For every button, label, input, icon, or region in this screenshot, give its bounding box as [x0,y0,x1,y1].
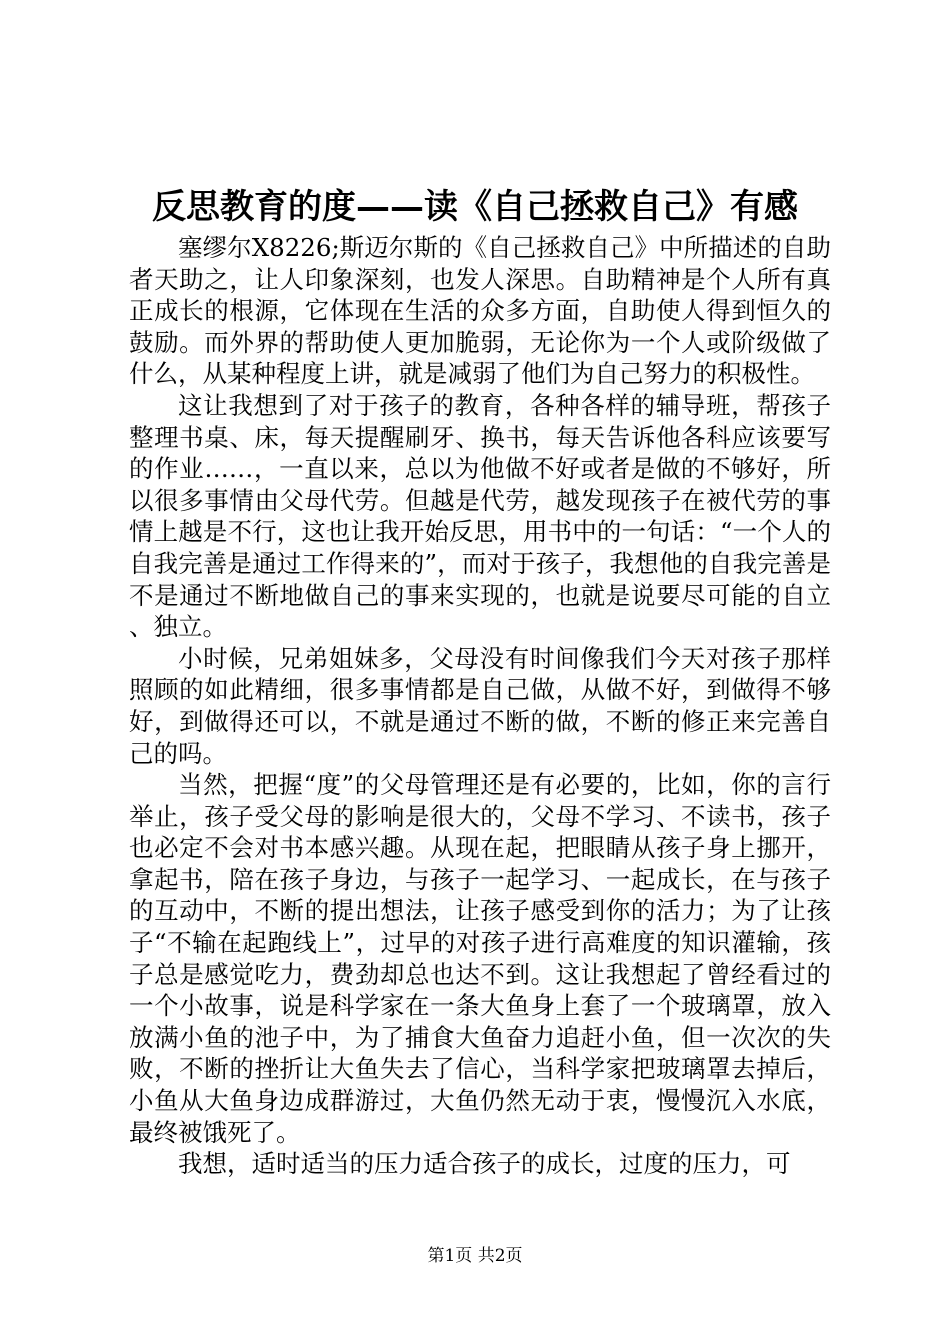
page-footer: 第1页 共2页 [427,1246,523,1266]
paragraph-1: 塞缪尔X8226;斯迈尔斯的《自己拯救自己》中所描述的自助者天助之，让人印象深刻，也发人深思。自助精神是个人所有真正成长的根源，它体现在生活的众多方面，自助使人得到恒久的鼓励。而外界的帮助使人更加脆弱，无论你为一个人或阶级做了什么，从某种程度上讲，就是减弱了他们为自己努力的积极性。 [129,233,831,389]
document-body [129,232,831,1180]
paragraph-3: 小时候，兄弟姐妹多，父母没有时间像我们今天对孩子那样照顾的如此精细，很多事情都是自己做，从做不好，到做得不够好，到做得还可以，不就是通过不断的做，不断的修正来完善自己的吗。 [129,643,831,768]
paragraph-5: 我想，适时适当的压力适合孩子的成长，过度的压力，可 [178,1149,791,1179]
document-title: 反思教育的度——读《自己拯救自己》有感 [152,187,798,227]
paragraph-4: 当然，把握“度”的父母管理还是有必要的，比如，你的言行举止，孩子受父母的影响是很大的，父母不学习、不读书，孩子也必定不会对书本感兴趣。从现在起，把眼睛从孩子身上挪开，拿起书，陪在孩子身边，与孩子一起学习、一起成长，在与孩子的互动中，不断的提出想法，让孩子感受到你的活力；为了让孩子“不输在起跑线上”，过早的对孩子进行高难度的知识灌输，孩子总是感觉吃力，费劲却总也达不到。这让我想起了曾经看过的一个小故事，说是科学家在一条大鱼身上套了一个玻璃罩，放入放满小鱼的池子中，为了捕食大鱼奋力追赶小鱼，但一次次的失败，不断的挫折让大鱼失去了信心，当科学家把玻璃罩去掉后，小鱼从大鱼身边成群游过，大鱼仍然无动于衷，慢慢沉入水底，最终被饿死了。 [129,770,831,1147]
paragraph-2: 这让我想到了对于孩子的教育，各种各样的辅导班，帮孩子整理书桌、床，每天提醒刷牙、换书，每天告诉他各科应该要写的作业……，一直以来，总以为他做不好或者是做的不够好，所以很多事情由父母代劳。但越是代劳，越发现孩子在被代劳的事情上越是不行，这也让我开始反思，用书中的一句话：“一个人的自我完善是通过工作得来的”，而对于孩子，我想他的自我完善是不是通过不断地做自己的事来实现的，也就是说要尽可能的自立、独立。 [129,390,831,642]
